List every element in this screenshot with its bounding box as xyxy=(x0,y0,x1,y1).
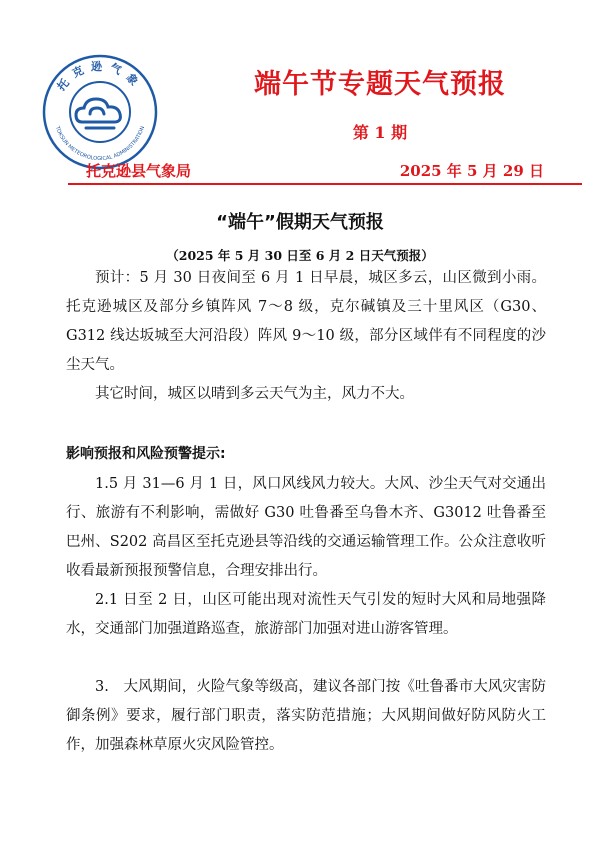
forecast-paragraph: 预计：5 月 30 日夜间至 6 月 1 日早晨，城区多云，山区微到小雨。托克逊城区及部分乡镇阵风 7～8 级，克尔碱镇及三十里风区（G30、G312 线达坂城至大河沿段）阵风 9～10 级，部分区域伴有不同程度的沙尘天气。 xyxy=(66,270,546,373)
document-title: “端午”假期天气预报 xyxy=(216,212,384,233)
warning-item: 2.1 日至 2 日，山区可能出现对流性天气引发的短时大风和局地强降水，交通部门加强道路巡查，旅游部门加强对进山游客管理。 xyxy=(66,592,546,637)
issue-number: 第 1 期 xyxy=(352,123,408,142)
section-heading: 影响预报和风险预警提示: xyxy=(66,446,226,462)
warning-item: 3. 大风期间，火险气象等级高，建议各部门按《吐鲁番市大风灾害防御条例》要求，履行部门职责，落实防范措施；大风期间做好防风防火工作，加强森林草原火灾风险管控。 xyxy=(66,679,546,753)
logo-text: 托克逊气象 xyxy=(54,60,146,94)
issue-date: 2025 年 5 月 29 日 xyxy=(399,162,544,180)
warning-item: 1.5 月 31—6 月 1 日，风口风线风力较大。大风、沙尘天气对交通出行、旅游有不利影响，需做好 G30 吐鲁番至乌鲁木齐、G3012 吐鲁番至巴州、S202 高昌区至托克逊县等沿线的交通运输管理工作。公众注意收听收看最新预报预警信息，合理安排出行。 xyxy=(66,476,546,579)
issuing-bureau: 托克逊县气象局 xyxy=(86,162,192,180)
meteorological-bureau-logo xyxy=(40,52,160,172)
page-title: 端午节专题天气预报 xyxy=(254,69,506,100)
logo-arc-text: TOKSUN METEOROLOGICAL ADMINISTRATION xyxy=(53,125,147,163)
svg-text:托克逊气象 xyxy=(54,59,146,93)
header-divider xyxy=(68,183,582,185)
forecast-paragraph: 其它时间，城区以晴到多云天气为主，风力不大。 xyxy=(95,386,414,402)
cloud-icon xyxy=(76,99,120,128)
document-subtitle: （2025 年 5 月 30 日至 6 月 2 日天气预报） xyxy=(166,248,434,263)
